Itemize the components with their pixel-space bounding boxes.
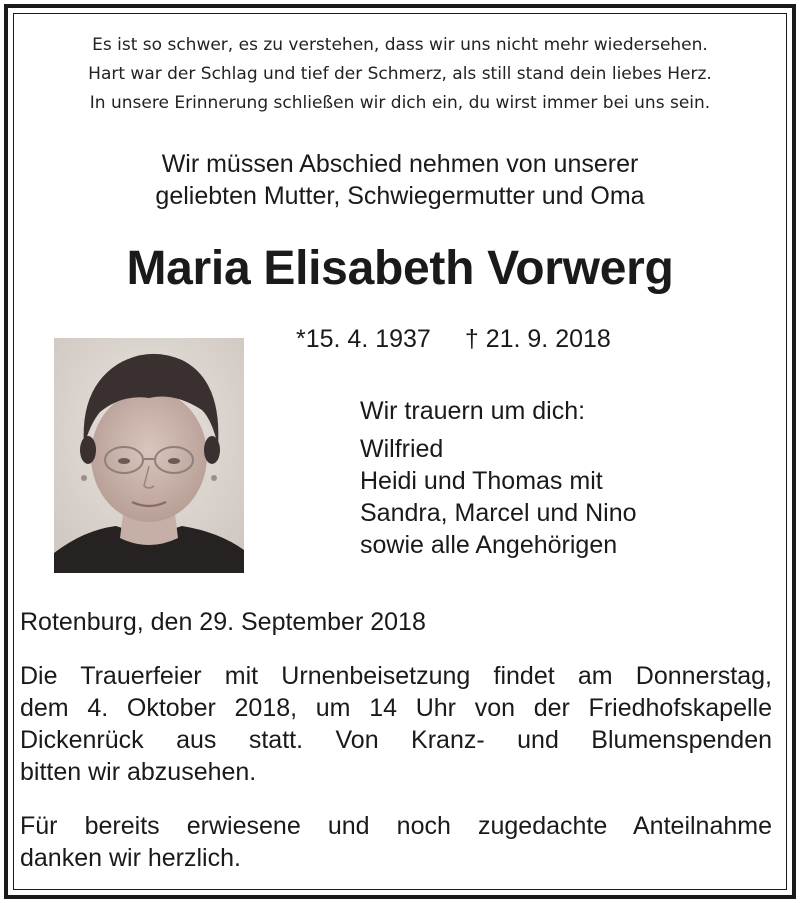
funeral-notice: [20, 660, 772, 788]
thanks-notice: [20, 810, 772, 874]
mourner-line: Sandra, Marcel und Nino: [360, 499, 637, 527]
mourners-block: [360, 395, 637, 561]
death-date: † 21. 9. 2018: [464, 325, 611, 353]
poem-line: In unsere Erinnerung schließen wir dich ein, du wirst immer bei uns sein.: [89, 93, 711, 113]
mourner-line: Heidi und Thomas mit: [360, 467, 603, 495]
intro-line: Wir müssen Abschied nehmen von unserer: [161, 150, 639, 178]
poem-line: Hart war der Schlag und tief der Schmerz, als still stand dein liebes Herz.: [88, 64, 712, 84]
funeral-line: Die Trauerfeier mit Urnenbeisetzung findet am Donnerstag,: [20, 662, 772, 690]
place-date: Rotenburg, den 29. September 2018: [20, 608, 426, 636]
birth-date: *15. 4. 1937: [296, 325, 431, 353]
funeral-line: bitten wir abzusehen.: [20, 758, 257, 786]
intro-line: geliebten Mutter, Schwiegermutter und Oma: [155, 182, 645, 210]
mourner-line: Wilfried: [360, 435, 444, 463]
mourners-heading: Wir trauern um dich:: [360, 397, 586, 425]
poem: [0, 31, 800, 118]
deceased-name: Maria Elisabeth Vorwerg: [126, 242, 674, 295]
intro-text: [0, 148, 800, 212]
thanks-line: danken wir herzlich.: [20, 844, 241, 872]
portrait-photo: [54, 338, 244, 573]
poem-line: Es ist so schwer, es zu verstehen, dass wir uns nicht mehr wiedersehen.: [92, 35, 708, 55]
funeral-line: Dickenrück aus statt. Von Kranz- und Blumenspenden: [20, 726, 772, 754]
funeral-line: dem 4. Oktober 2018, um 14 Uhr von der Friedhofskapelle: [20, 694, 772, 722]
life-dates: [296, 322, 611, 356]
mourner-line: sowie alle Angehörigen: [360, 531, 618, 559]
portrait-image: [54, 338, 244, 573]
thanks-line: Für bereits erwiesene und noch zugedachte Anteilnahme: [20, 812, 772, 840]
